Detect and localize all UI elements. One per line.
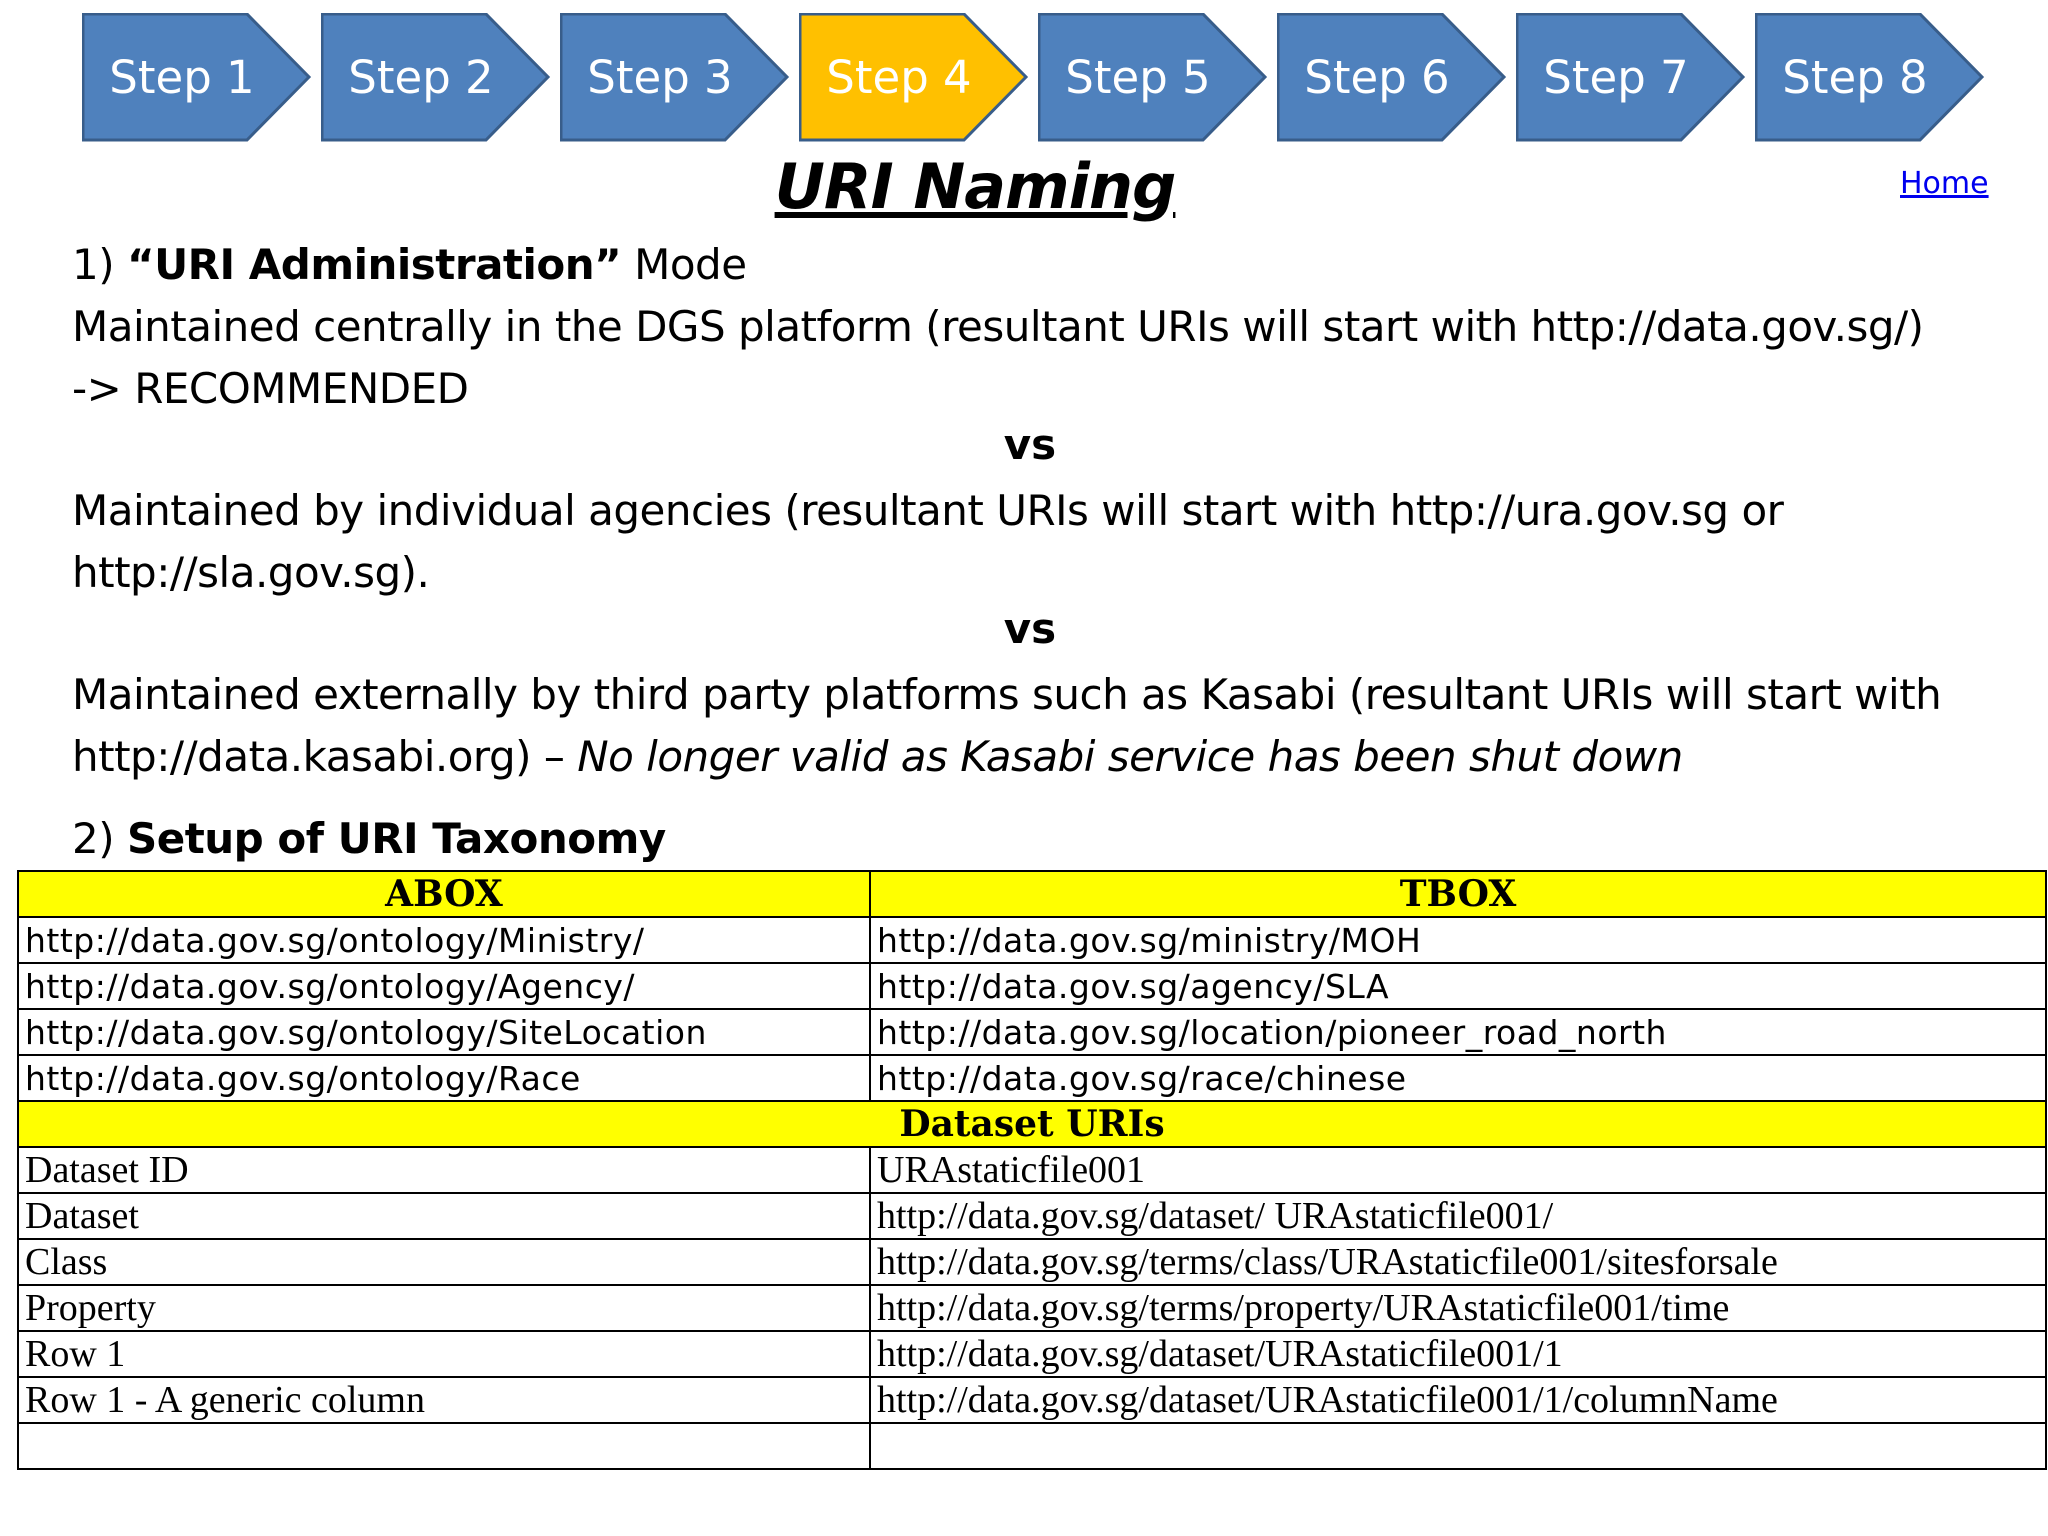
section-heading-bold: “URI Administration” [126, 240, 622, 289]
table-row [18, 1377, 2046, 1423]
section-heading-bold: Setup of URI Taxonomy [126, 814, 666, 863]
empty-cell [870, 1423, 2046, 1469]
home-link[interactable]: Home [1900, 166, 1989, 201]
dataset-uris-header: Dataset URIs [18, 1101, 2046, 1147]
table-row [18, 1239, 2046, 1285]
tbox-cell: http://data.gov.sg/location/pioneer_road_north [870, 1009, 2046, 1055]
dataset-value-cell: http://data.gov.sg/dataset/ URAstaticfile001/ [870, 1193, 2046, 1239]
dataset-key-cell: Property [18, 1285, 870, 1331]
option-3-note: No longer valid as Kasabi service has been shut down [577, 732, 1683, 781]
table-row [18, 963, 2046, 1009]
tbox-header: TBOX [870, 871, 2046, 917]
table-row [18, 1285, 2046, 1331]
uri-taxonomy-table [17, 870, 2047, 1470]
section-1-heading [72, 234, 2032, 296]
dataset-key-cell: Row 1 [18, 1331, 870, 1377]
dataset-key-cell: Dataset [18, 1193, 870, 1239]
option-3-url: http://data.kasabi.org) – [72, 732, 578, 781]
section-number: 2) [72, 814, 127, 863]
tbox-cell: http://data.gov.sg/agency/SLA [870, 963, 2046, 1009]
step-navigation [0, 0, 2048, 150]
table-row [18, 1193, 2046, 1239]
dataset-value-cell: http://data.gov.sg/dataset/URAstaticfile001/1 [870, 1331, 2046, 1377]
abox-cell: http://data.gov.sg/ontology/Agency/ [18, 963, 870, 1009]
section-heading-suffix: Mode [621, 240, 747, 289]
table-row [18, 1055, 2046, 1101]
page-title: URI Naming [774, 150, 1176, 223]
dataset-key-cell: Row 1 - A generic column [18, 1377, 870, 1423]
dataset-key-cell: Dataset ID [18, 1147, 870, 1193]
dataset-key-cell: Class [18, 1239, 870, 1285]
step-7-label: Step 7 [1543, 50, 1689, 104]
abox-cell: http://data.gov.sg/ontology/SiteLocation [18, 1009, 870, 1055]
table-row [18, 1331, 2046, 1377]
section-number: 1) [72, 240, 127, 289]
step-5-label: Step 5 [1065, 50, 1211, 104]
vs-separator: vs [1003, 604, 1057, 653]
step-6-label: Step 6 [1304, 50, 1450, 104]
vs-separator: vs [1003, 420, 1057, 469]
abox-header: ABOX [18, 871, 870, 917]
option-2-line-2: http://sla.gov.sg). [72, 548, 430, 597]
step-4-label: Step 4 [826, 50, 972, 104]
dataset-value-cell: http://data.gov.sg/dataset/URAstaticfile001/1/columnName [870, 1377, 2046, 1423]
step-2-label: Step 2 [348, 50, 494, 104]
tbox-cell: http://data.gov.sg/race/chinese [870, 1055, 2046, 1101]
option-3-line-1: Maintained externally by third party platforms such as Kasabi (resultant URIs will start with [72, 670, 1942, 719]
section-2-heading [72, 808, 2032, 870]
empty-cell [18, 1423, 870, 1469]
dataset-header-row [18, 1101, 2046, 1147]
table-header-row [18, 871, 2046, 917]
table-empty-row [18, 1423, 2046, 1469]
table-row [18, 917, 2046, 963]
table-row [18, 1009, 2046, 1055]
option-3-line-2 [72, 726, 2032, 788]
option-1-text: Maintained centrally in the DGS platform (resultant URIs will start with http://data.gov.sg/) [72, 302, 1924, 351]
dataset-value-cell: http://data.gov.sg/terms/class/URAstaticfile001/sitesforsale [870, 1239, 2046, 1285]
abox-cell: http://data.gov.sg/ontology/Ministry/ [18, 917, 870, 963]
step-1-label: Step 1 [109, 50, 255, 104]
table-row [18, 1147, 2046, 1193]
option-1-recommended: -> RECOMMENDED [72, 364, 469, 413]
option-2-line-1: Maintained by individual agencies (resultant URIs will start with http://ura.gov.sg or [72, 486, 1784, 535]
abox-cell: http://data.gov.sg/ontology/Race [18, 1055, 870, 1101]
step-8-label: Step 8 [1782, 50, 1928, 104]
dataset-value-cell: http://data.gov.sg/terms/property/URAstaticfile001/time [870, 1285, 2046, 1331]
dataset-value-cell: URAstaticfile001 [870, 1147, 2046, 1193]
step-3-label: Step 3 [587, 50, 733, 104]
tbox-cell: http://data.gov.sg/ministry/MOH [870, 917, 2046, 963]
